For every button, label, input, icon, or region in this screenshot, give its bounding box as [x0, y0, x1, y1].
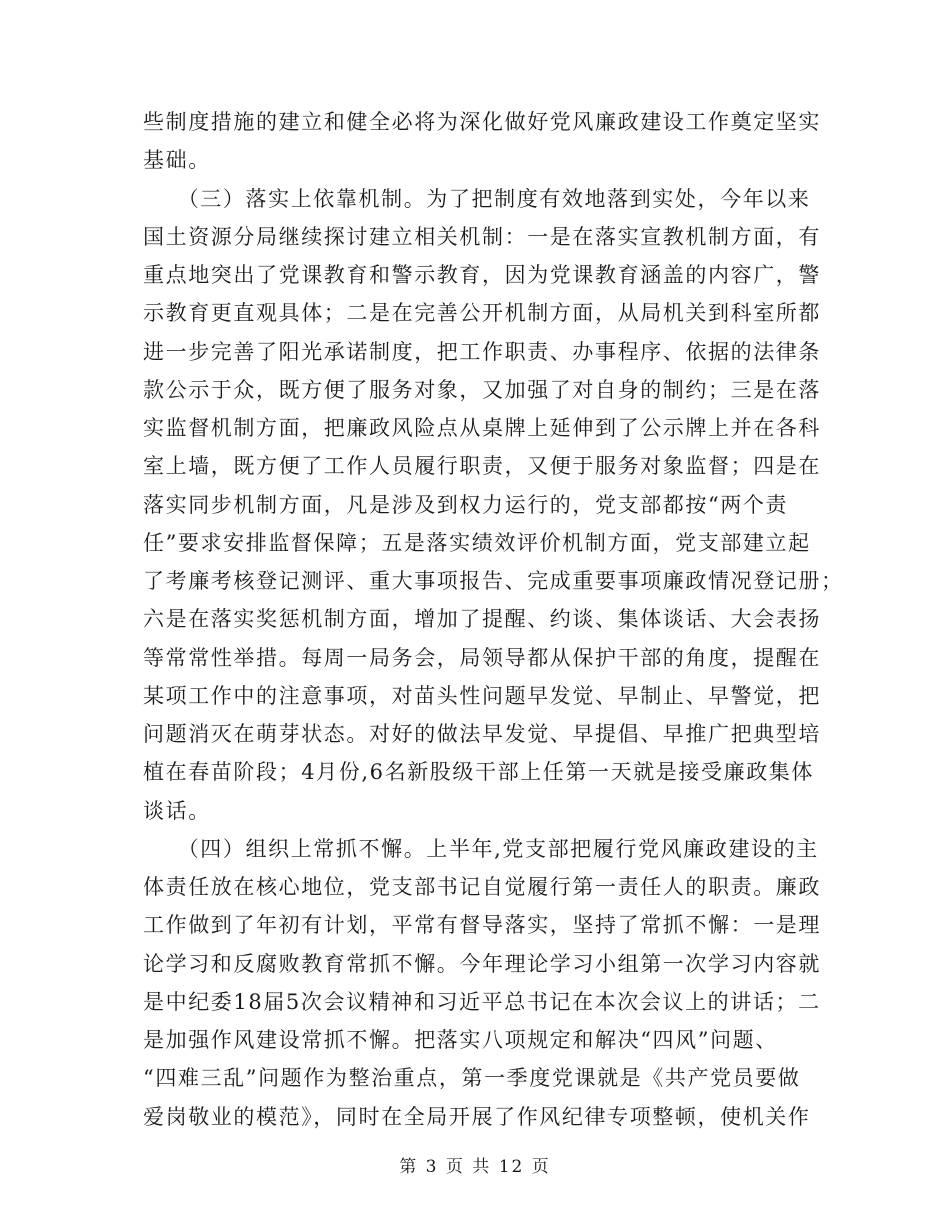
page-number-footer: 第 3 页 共 12 页: [399, 1157, 551, 1177]
text-line: 重点地突出了党课教育和警示教育，因为党课教育涵盖的内容广，警: [143, 263, 821, 287]
text-line: 论学习和反腐败教育常抓不懈。今年理论学习小组第一次学习内容就: [143, 951, 821, 976]
text-line: 款公示于众，既方便了服务对象，又加强了对自身的制约；三是在落: [143, 377, 821, 402]
text-line: 某项工作中的注意事项，对苗头性问题早发觉、早制止、早警觉，把: [143, 683, 821, 708]
text-line: 基础。: [143, 148, 211, 173]
text-line: （三）落实上依靠机制。为了把制度有效地落到实处，今年以来: [143, 186, 811, 211]
text-line: 任”要求安排监督保障；五是落实绩效评价机制方面，党支部建立起: [143, 530, 811, 555]
text-line: 是中纪委18届5次会议精神和习近平总书记在本次会议上的讲话；二: [143, 989, 821, 1014]
text-line: 工作做到了年初有计划，平常有督导落实，坚持了常抓不懈：一是理: [143, 913, 821, 938]
text-line: 是加强作风建设常抓不懈。把落实八项规定和解决“四风”问题、: [143, 1028, 778, 1052]
text-line: 问题消灭在萌芽状态。对好的做法早发觉、早提倡、早推广把典型培: [143, 722, 821, 746]
text-line: 实监督机制方面，把廉政风险点从桌牌上延伸到了公示牌上并在各科: [143, 416, 821, 440]
text-line: 了考廉考核登记测评、重大事项报告、完成重要事项廉政情况登记册；: [143, 569, 844, 593]
text-line: 爱岗敬业的模范》，同时在全局开展了作风纪律专项整顿，使机关作: [143, 1104, 811, 1129]
text-line: 等常常性举措。每周一局务会，局领导都从保护干部的角度，提醒在: [143, 645, 821, 670]
text-line: 进一步完善了阳光承诺制度，把工作职责、办事程序、依据的法律条: [143, 339, 821, 364]
text-line: 体责任放在核心地位，党支部书记自觉履行第一责任人的职责。廉政: [143, 875, 821, 899]
text-line: 六是在落实奖惩机制方面，增加了提醒、约谈、集体谈话、大会表扬: [143, 607, 821, 632]
text-line: 谈话。: [143, 798, 211, 823]
text-line: 室上墙，既方便了工作人员履行职责，又便于服务对象监督；四是在: [143, 454, 821, 479]
text-line: （四）组织上常抓不懈。上半年,党支部把履行党风廉政建设的主: [143, 836, 819, 861]
text-line: 落实同步机制方面，凡是涉及到权力运行的，党支部都按“两个责: [143, 492, 789, 517]
text-line: 国土资源分局继续探讨建立相关机制：一是在落实宣教机制方面，有: [143, 224, 821, 249]
text-line: 些制度措施的建立和健全必将为深化做好党风廉政建设工作奠定坚实: [143, 110, 821, 134]
text-line: “四难三乱”问题作为整治重点，第一季度党课就是《共产党员要做: [143, 1066, 801, 1091]
body-text: [143, 103, 844, 1136]
text-line: 示教育更直观具体；二是在完善公开机制方面，从局机关到科室所都: [143, 301, 821, 326]
text-line: 植在春苗阶段；4月份,6名新股级干部上任第一天就是接受廉政集体: [143, 760, 814, 785]
